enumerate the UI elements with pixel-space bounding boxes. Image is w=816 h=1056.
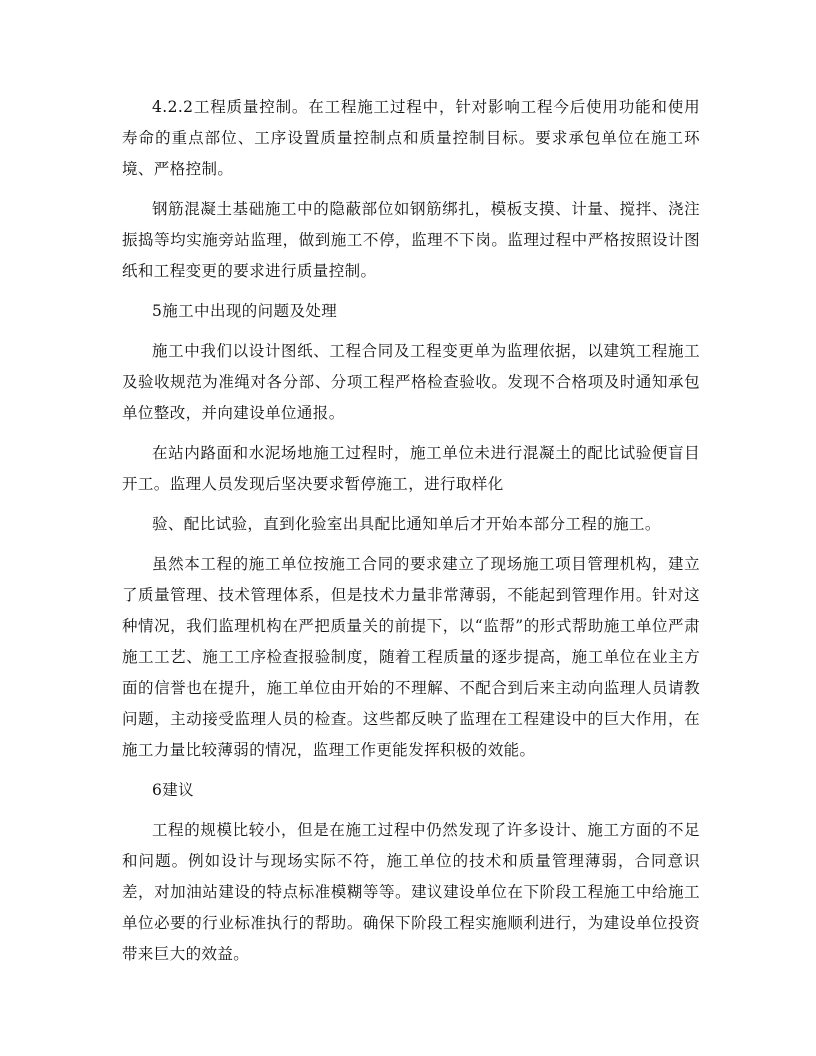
paragraph-inspection-basis: 施工中我们以设计图纸、工程合同及工程变更单为监理依据，以建筑工程施工及验收规范为准绳对各分部、分项工程严格检查验收。发现不合格项及时通知承包单位整改，并向建设单位通报。 <box>122 342 700 422</box>
paragraph-mix-test: 验、配比试验，直到化验室出具配比通知单后才开始本部分工程的施工。 <box>152 515 661 533</box>
section-heading-suggestions: 6建议 <box>152 781 195 799</box>
paragraph-concrete-supervision: 钢筋混凝土基础施工中的隐蔽部位如钢筋绑扎，模板支摸、计量、搅拌、浇注振捣等均实施旁站监理，做到施工不停，监理不下岗。监理过程中严格按照设计图纸和工程变更的要求进行质量控制。 <box>122 200 700 280</box>
paragraph-supervision-role: 虽然本工程的施工单位按施工合同的要求建立了现场施工项目管理机构，建立了质量管理、技术管理体系，但是技术力量非常薄弱，不能起到管理作用。针对这种情况，我们监理机构在严把质量关的前提下，以“监帮”的形式帮助施工单位严肃施工工艺、施工工序检查报验制度，随着工程质量的逐步提高，施工单位在业主方面的信誉也在提升，施工单位由开始的不理解、不配合到后来主动向监理人员请教问题，主动接受监理人员的检查。这些都反映了监理在工程建设中的巨大作用，在施工力量比较薄弱的情况，监理工作更能发挥积极的效能。 <box>122 555 700 759</box>
paragraph-pavement-issue: 在站内路面和水泥场地施工过程时，施工单位未进行混凝土的配比试验便盲目开工。监理人员发现后坚决要求暂停施工，进行取样化 <box>122 444 700 493</box>
paragraph-suggestions: 工程的规模比较小，但是在施工过程中仍然发现了许多设计、施工方面的不足和问题。例如设计与现场实际不符，施工单位的技术和质量管理薄弱，合同意识差，对加油站建设的特点标准模糊等等。建议建设单位在下阶段工程施工中给施工单位必要的行业标准执行的帮助。确保下阶段工程实施顺利进行，为建设单位投资带来巨大的效益。 <box>122 821 700 963</box>
paragraph-quality-control: 4.2.2工程质量控制。在工程施工过程中，针对影响工程今后使用功能和使用寿命的重点部位、工序设置质量控制点和质量控制目标。要求承包单位在施工环境、严格控制。 <box>122 98 700 178</box>
document-body <box>122 92 700 970</box>
section-heading-problems: 5施工中出现的问题及处理 <box>152 302 338 320</box>
